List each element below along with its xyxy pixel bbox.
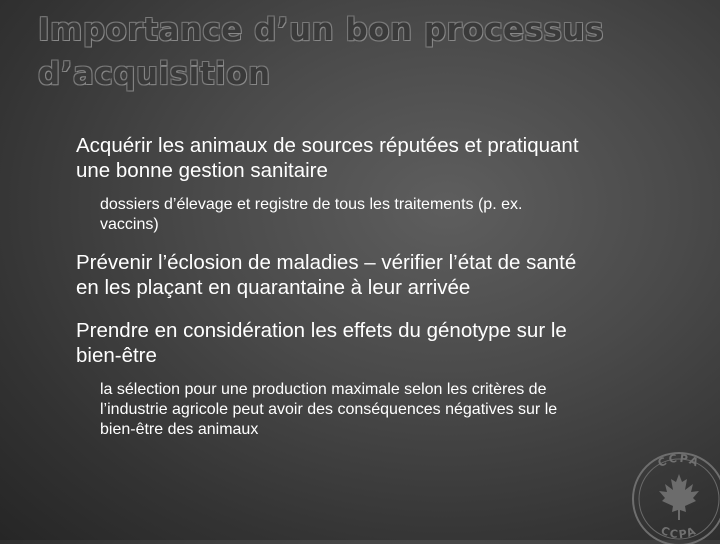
ccpa-watermark-seal <box>627 444 720 544</box>
sub-bullet-text-line: vaccins) <box>100 216 159 233</box>
bullet-item <box>76 250 686 300</box>
sub-bullet-text-line: bien-être des animaux <box>100 421 259 438</box>
sub-bullet-item <box>100 380 690 440</box>
slide-title-line-1: Importance d’un bon processus <box>38 12 604 48</box>
bullet-text-line: bien-être <box>76 344 157 367</box>
sub-bullet-text-line: dossiers d’élevage et registre de tous les traitements (p. ex. <box>100 196 523 213</box>
bullet-text-line: en les plaçant en quarantaine à leur arrivée <box>76 276 471 299</box>
bullet-item <box>76 133 686 183</box>
bullet-text-line: une bonne gestion sanitaire <box>76 159 328 182</box>
sub-bullet-item <box>100 195 690 235</box>
bullet-text-line: Acquérir les animaux de sources réputées et pratiquant <box>76 134 579 157</box>
slide-title-line-2: d’acquisition <box>38 56 271 92</box>
bullet-text-line: Prendre en considération les effets du génotype sur le <box>76 319 567 342</box>
bullet-item <box>76 318 686 368</box>
sub-bullet-text-line: la sélection pour une production maximale selon les critères de <box>100 381 547 398</box>
sub-bullet-text-line: l’industrie agricole peut avoir des conséquences négatives sur le <box>100 401 558 418</box>
maple-leaf-icon <box>659 474 699 520</box>
bullet-text-line: Prévenir l’éclosion de maladies – vérifier l’état de santé <box>76 251 577 274</box>
seal-bottom-text: CCPA <box>658 523 700 542</box>
seal-top-text: CCPA <box>655 451 703 471</box>
